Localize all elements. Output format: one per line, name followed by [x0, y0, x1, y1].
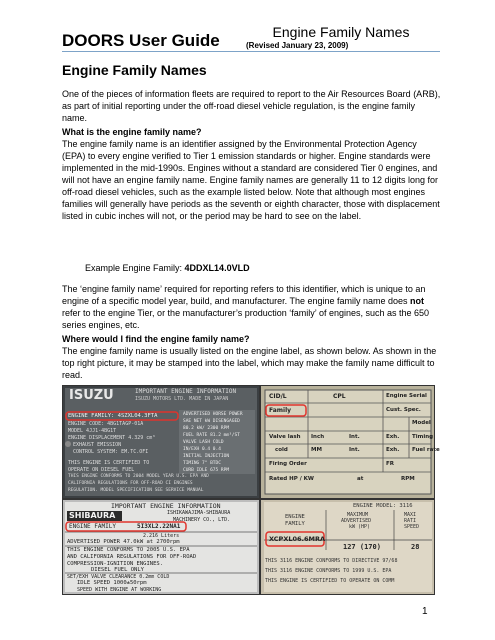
isuzu-line-4: ENGINE CODE: 4BG1TAGP-01A	[68, 421, 144, 427]
intro-paragraph: One of the pieces of information fleets are required to report to the Air Resources Board (ARB), as part of initial reporting under the off-road diesel vehicle regulation, is the engine family name.	[62, 89, 441, 123]
cat-line-9: SPEED	[404, 524, 420, 530]
cat-line-7: MAXI	[404, 512, 417, 518]
plate-label-firing: Firing Order	[269, 461, 307, 467]
isuzu-line-6: ENGINE DISPLACEMENT 4.329 cm³	[68, 435, 156, 441]
plate-label-cid: CID/L	[269, 393, 287, 400]
plate-label-inch: Inch	[311, 434, 325, 440]
cat-line-11: 127 (170)	[343, 543, 381, 551]
shibaura-label-photo	[62, 499, 260, 595]
cat-line-8: RATI	[404, 518, 417, 524]
isuzu-right-1: ADVERTISED HORSE POWER	[183, 412, 243, 417]
shibaura-line-7: ADVERTISED POWER 47.0kW at 2700rpm	[67, 539, 180, 545]
isuzu-right-6: IN/EXH 0.4 0.4	[183, 447, 221, 452]
cat-line-14: THIS 3116 ENGINE CONFORMS TO 1999 U.S. EPA	[265, 568, 392, 574]
isuzu-right-2: SAE NET kW DISENGAGED	[183, 419, 240, 424]
cat-line-13: THIS 3116 ENGINE CONFORMS TO DIRECTIVE 97/68	[265, 558, 398, 564]
plate-label-fuelrate: Fuel rate	[412, 447, 440, 453]
engine-plate-photo	[260, 385, 440, 499]
shibaura-line-2: ISHIKAWAJIMA-SHIBAURA	[167, 510, 231, 516]
shibaura-line-14: SPEED WITH ENGINE AT WORKING	[77, 587, 162, 593]
isuzu-line-8: CONTROL SYSTEM: EM.TC.OFI	[73, 449, 149, 455]
plate-label-valvelash: Valve lash	[269, 434, 301, 440]
plate-label-exh-1: Exh.	[386, 434, 400, 440]
cat-line-6: kW (HP)	[349, 524, 371, 530]
reporting-text-before: The ‘engine family name’ required for reporting refers to this identifier, which is unique to an engine of a specific model year, build, and manufacturer. The engine family name does	[62, 284, 426, 306]
plate-label-family: Family	[269, 407, 292, 414]
isuzu-right-3: 80.2 kW/ 2300 RPM	[183, 426, 230, 431]
isuzu-engine-family: ENGINE FAMILY: 4SZXL04.3FTA	[68, 413, 158, 419]
shibaura-engine-family-value: 5I3XL2.22NA1	[137, 523, 181, 530]
shibaura-engine-family-label: ENGINE FAMILY	[69, 523, 116, 530]
where-section	[62, 333, 442, 381]
cat-line-5: ADVERTISED	[341, 518, 372, 524]
cat-line-2: ENGINE	[285, 514, 305, 520]
plate-label-mm: MM	[311, 447, 322, 453]
isuzu-right-4: FUEL RATE 81.2 mm³/ST	[183, 433, 240, 438]
cat-line-15: THIS ENGINE IS CERTIFIED TO OPERATE ON COMM	[265, 578, 395, 584]
plate-label-rated: Rated HP / KW	[269, 476, 314, 482]
cat-engine-family-value: XCPXL06.6MRA	[269, 535, 326, 543]
shibaura-line-6: 2.216 Liters	[143, 533, 180, 539]
shibaura-line-11: DIESEL FUEL ONLY	[91, 567, 144, 573]
section-title: Engine Family Names	[62, 62, 207, 78]
shibaura-line-8: THIS ENGINE CONFORMS TO 2005 U.S. EPA	[67, 547, 190, 553]
plate-label-cpl: CPL	[333, 393, 346, 400]
isuzu-line-10: OPERATE ON DIESEL FUEL	[68, 467, 135, 473]
shibaura-line-10: COMPRESSION-IGNITION ENGINES.	[67, 561, 164, 567]
isuzu-line-11: THIS ENGINE CONFORMS TO 2004 MODEL YEAR U.S. EPA AND	[68, 474, 209, 479]
shibaura-line-1: IMPORTANT ENGINE INFORMATION	[111, 502, 221, 510]
header-divider	[62, 51, 440, 52]
plate-label-custspec: Cust. Spec.	[386, 407, 421, 413]
header-right-title: Engine Family Names	[272, 24, 410, 40]
example-label: Example Engine Family:	[85, 263, 185, 273]
reporting-paragraph	[62, 283, 442, 331]
reporting-text-bold: not	[410, 296, 425, 306]
shibaura-logo: SHIBAURA	[69, 511, 116, 520]
isuzu-line-7: EXHAUST EMISSION	[73, 442, 122, 448]
cat-line-4: MAXIMUM	[347, 512, 369, 518]
plate-label-model: Model	[412, 420, 431, 426]
cat-line-12: 28	[411, 543, 420, 551]
where-question: Where would I find the engine family name?	[62, 334, 250, 344]
header-right	[246, 24, 436, 50]
isuzu-line-13: REGULATION. MODEL SPECIFICATION SEE SERVICE MANUAL	[68, 488, 204, 493]
isuzu-line-1: IMPORTANT ENGINE INFORMATION	[135, 388, 237, 395]
shibaura-line-9: AND CALIFORNIA REGULATIONS FOR OFF-ROAD	[67, 554, 197, 560]
plate-label-int-1: Int.	[349, 434, 360, 440]
isuzu-line-2: ISUZU MOTORS LTD. MADE IN JAPAN	[135, 396, 229, 402]
isuzu-line-9: THIS ENGINE IS CERTIFIED TO	[68, 460, 150, 466]
plate-label-at: at	[357, 476, 364, 482]
what-is-answer: The engine family name is an identifier assigned by the Environmental Protection Agency (EPA) to every engine verified to Tier 1 emission standards or higher. Engine standards were implemented in the mid-1990s. Engines without a standard are considered Tier 0 engines, and will not have an engine family name. Engine family names are generally 11 to 12 digits long for off-road diesel vehicles, such as the example listed below. Note that although most engines families will generally have periods as the seventh or eighth character, those with displacement listed in cubic inches will not, or the period may be hard to see on the label.	[62, 139, 440, 221]
isuzu-logo: ISUZU	[69, 388, 114, 403]
isuzu-right-5: VALVE LASH COLD	[183, 440, 224, 445]
cat-line-3: FAMILY	[285, 521, 305, 527]
example-value: 4DDXL14.0VLD	[184, 263, 250, 273]
what-is-question: What is the engine family name?	[62, 127, 202, 137]
what-is-section	[62, 126, 442, 222]
cat-label-photo	[260, 499, 435, 595]
shibaura-line-3: MACHINERY CO., LTD.	[173, 517, 231, 523]
cat-line-1: ENGINE MODEL: 3116	[353, 503, 413, 509]
plate-label-timing: Timing	[412, 434, 434, 440]
isuzu-right-8: TIMING 7° BTDC	[183, 461, 221, 466]
plate-label-rpm: RPM	[401, 476, 415, 482]
isuzu-line-5: MODEL 4JJ1-4BG1T	[68, 428, 117, 434]
plate-label-fr: FR	[386, 461, 394, 467]
page-number: 1	[422, 606, 428, 617]
plate-label-cold: cold	[275, 447, 288, 453]
reporting-text-after: refer to the engine Tier, or the manufacturer’s production ‘family’ of engines, such as the 650 series engines, etc.	[62, 308, 430, 330]
isuzu-right-9: CURB IDLE 675 RPM	[183, 468, 230, 473]
shibaura-line-13: IDLE SPEED 1000±50rpm	[77, 580, 147, 586]
shibaura-line-12: SET/EXH VALVE CLEARANCE 0.2mm COLD	[67, 574, 170, 580]
isuzu-line-12: CALIFORNIA REGULATIONS FOR OFF-ROAD CI ENGINES	[68, 481, 193, 486]
isuzu-label-photo	[62, 385, 260, 499]
header-revision-date: (Revised January 23, 2009)	[246, 41, 349, 50]
isuzu-right-7: INITIAL INJECTION	[183, 454, 230, 459]
plate-label-int-2: Int.	[349, 447, 360, 453]
example-engine-family	[85, 263, 250, 273]
plate-label-serial: Engine Serial	[386, 393, 427, 399]
where-answer: The engine family name is usually listed on the engine label, as shown below. As shown in the top right picture, it may be stamped into the label, which may make the family name difficult to read.	[62, 346, 437, 380]
plate-label-exh-2: Exh.	[386, 447, 400, 453]
header-left-title: DOORS User Guide	[62, 31, 220, 50]
